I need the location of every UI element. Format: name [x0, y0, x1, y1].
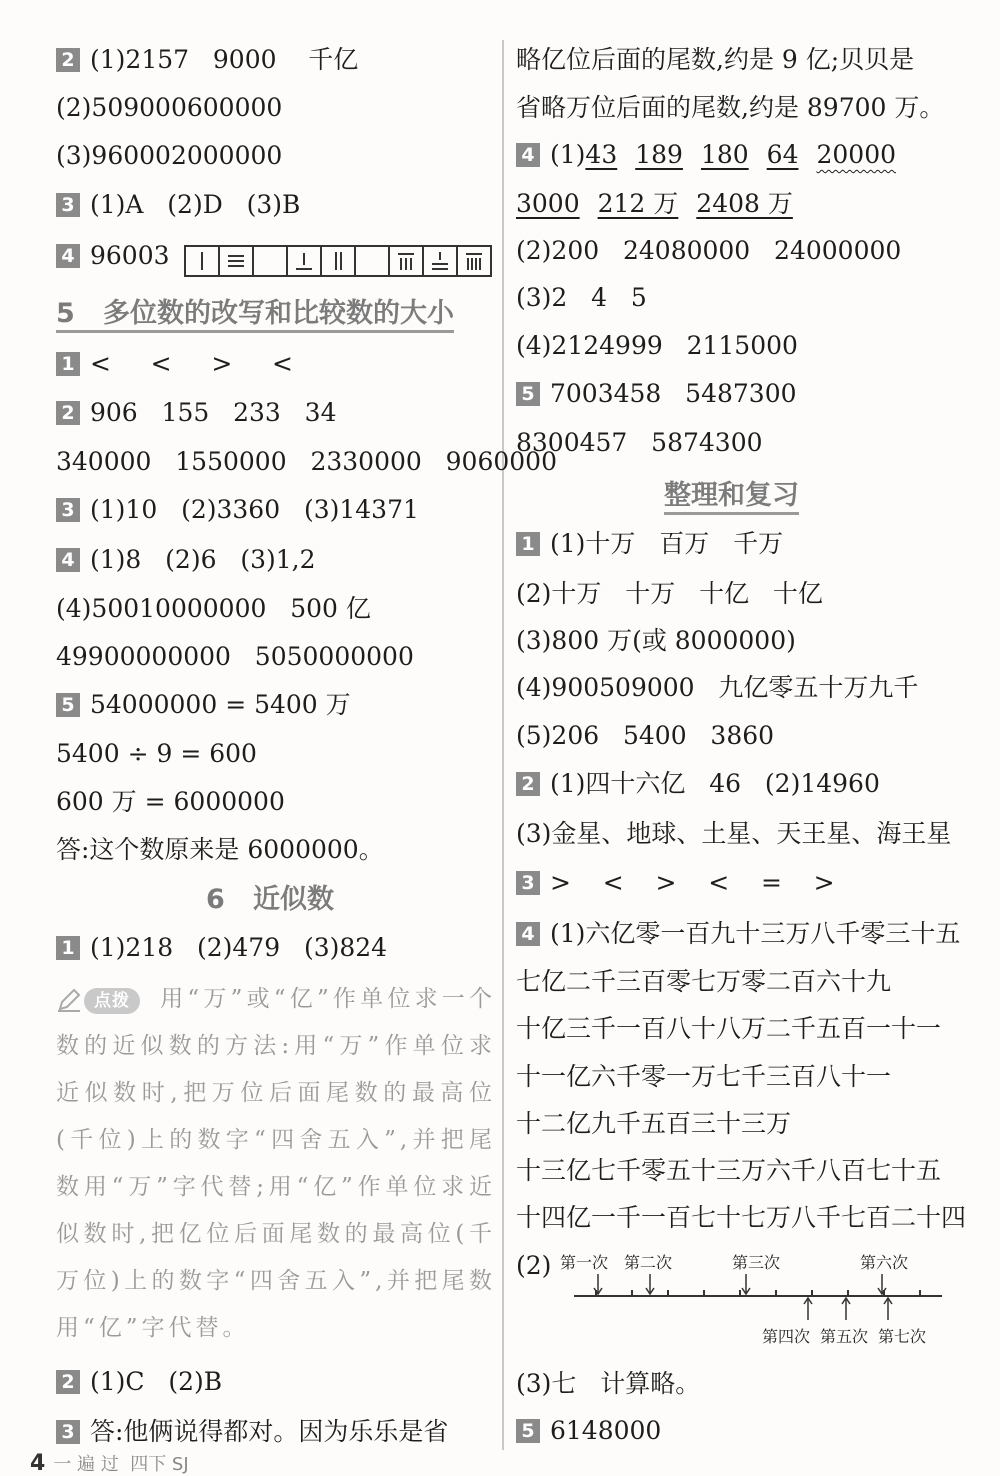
rv-q3: 3 > < > < = > [516, 867, 835, 899]
cont-line2: 省略万位后面的尾数,约是 89700 万。 [516, 93, 945, 122]
cont-line1: 略亿位后面的尾数,约是 9 亿;贝贝是 [516, 45, 915, 74]
prev-q4: 4 96003 [56, 240, 170, 272]
q-number: 3 [56, 193, 80, 217]
pencil-icon [56, 987, 82, 1013]
number-line-diagram [556, 1248, 946, 1348]
r-q4-line5: (4)2124999 2115000 [516, 331, 798, 360]
rod-cell [322, 247, 356, 275]
q-number: 4 [516, 143, 540, 167]
q-number: 2 [56, 401, 80, 425]
q-number: 1 [516, 532, 540, 556]
nl-label-1: 第一次 [560, 1253, 609, 1272]
r-q4-line4: (3)2 4 5 [516, 283, 647, 312]
nl-label-4: 第四次 [762, 1327, 811, 1346]
rv-q1-l3: (3)800 万(或 8000000) [516, 626, 796, 655]
rod-cell [458, 247, 490, 275]
nl-label-2: 第二次 [624, 1253, 673, 1272]
q-number: 3 [56, 498, 80, 522]
q-number: 4 [516, 922, 540, 946]
prev-q2-line2: (2)509000600000 [56, 93, 283, 122]
rv-q1-l1: 1 (1)十万 百万 千万 [516, 528, 783, 560]
rod-cell [186, 247, 220, 275]
q-number: 2 [516, 772, 540, 796]
q-number: 2 [56, 1370, 80, 1394]
s5-q2-line2: 340000 1550000 2330000 9060000 [56, 447, 557, 476]
rv-q4-l5: 十二亿九千五百三十三万 [516, 1109, 792, 1138]
rv-q5: 5 6148000 [516, 1415, 661, 1447]
rv-q4-l4: 十一亿六千零一万七千三百八十一 [516, 1062, 892, 1091]
prev-q2-line1: 2 (1)2157 9000 千亿 [56, 44, 358, 76]
section-6-title: 6 近似数 [206, 884, 334, 915]
rv-q1-l2: (2)十万 十万 十亿 十亿 [516, 579, 823, 608]
page-footer [30, 1450, 189, 1476]
rod-cell [424, 247, 458, 275]
bottom-markers [804, 1298, 892, 1320]
s5-q4-line1: 4 (1)8 (2)6 (3)1,2 [56, 544, 316, 576]
q-number: 4 [56, 548, 80, 572]
s6-q3: 3 答:他俩说得都对。因为乐乐是省 [56, 1416, 448, 1448]
rv-q4-l8-prefix: (2) [516, 1251, 552, 1280]
rv-q1-l4: (4)900509000 九亿零五十万九千 [516, 673, 919, 702]
prev-q2-line3: (3)960002000000 [56, 141, 283, 170]
rv-q4-l6: 十三亿七千零五十三万六千八百七十五 [516, 1156, 942, 1185]
q-number: 3 [56, 1420, 80, 1444]
rod-cell [254, 247, 288, 275]
rv-q4-l3: 十亿三千一百八十八万二千五百一十一 [516, 1014, 942, 1043]
nl-label-5: 第五次 [820, 1327, 869, 1346]
r-q4-line3: (2)200 24080000 24000000 [516, 236, 902, 265]
nl-label-7: 第七次 [878, 1327, 927, 1346]
s5-q3: 3 (1)10 (2)3360 (3)14371 [56, 494, 419, 526]
s5-q5-line1: 5 54000000 = 5400 万 [56, 689, 351, 721]
rv-q4-l1: 4 (1)六亿零一百九十三万八千零三十五 [516, 918, 960, 950]
rod-cell [356, 247, 390, 275]
r-q4-line1: 4 (1)43 189 180 64 20000 [516, 139, 896, 171]
hint-text: 用“万”或“亿”作单位求一个数的近似数的方法:用“万”作单位求近似数时,把万位后面尾数的最高位(千位)上的数字“四舍五入”,并把尾数用“万”字代替;用“亿”作单位求近似数时,把亿位后面尾数的最高位(千万位)上的数字“四舍五入”,并把尾数用“亿”字代替。 [56, 986, 496, 1341]
rv-q2-l2: (3)金星、地球、土星、天王星、海王星 [516, 819, 952, 848]
r-q5-line1: 5 7003458 5487300 [516, 378, 797, 410]
rod-cell [288, 247, 322, 275]
s5-q4-line2: (4)50010000000 500 亿 [56, 594, 371, 623]
counting-rods-diagram [184, 245, 492, 277]
review-title: 整理和复习 [664, 478, 799, 514]
rv-q4-l2: 七亿二千三百零七万零二百六十九 [516, 967, 892, 996]
s5-q2-line1: 2 906 155 233 34 [56, 397, 336, 429]
column-divider [502, 40, 504, 1450]
rv-q2-l1: 2 (1)四十六亿 46 (2)14960 [516, 768, 880, 800]
s5-q4-line3: 49900000000 5050000000 [56, 642, 414, 671]
q-number: 1 [56, 936, 80, 960]
q-number: 5 [516, 1419, 540, 1443]
section-5-title: 5 多位数的改写和比较数的大小 [56, 296, 454, 332]
q-number: 1 [56, 352, 80, 376]
rv-q4-l9: (3)七 计算略。 [516, 1369, 701, 1398]
rod-cell [220, 247, 254, 275]
rod-cell [390, 247, 424, 275]
r-q5-line2: 8300457 5874300 [516, 428, 763, 457]
nl-label-3: 第三次 [732, 1253, 781, 1272]
prev-q3: 3 (1)A (2)D (3)B [56, 189, 300, 221]
hint-tag: 点拨 [84, 988, 140, 1014]
s5-q1: 1 < < > < [56, 348, 293, 380]
q-number: 5 [516, 382, 540, 406]
q-number: 5 [56, 693, 80, 717]
q-number: 3 [516, 871, 540, 895]
s6-q2: 2 (1)C (2)B [56, 1366, 222, 1398]
q-number: 2 [56, 48, 80, 72]
rv-q1-l5: (5)206 5400 3860 [516, 721, 775, 750]
nl-label-6: 第六次 [860, 1253, 909, 1272]
book-brand: 一 遍 过 四下 SJ [53, 1454, 189, 1475]
q-number: 4 [56, 244, 80, 268]
r-q4-line2: 3000 212 万 2408 万 [516, 189, 793, 218]
s5-q5-line3: 600 万 = 6000000 [56, 787, 285, 816]
hint-box [56, 976, 496, 1352]
s5-q5-line2: 5400 ÷ 9 = 600 [56, 739, 257, 768]
s6-q1: 1 (1)218 (2)479 (3)824 [56, 932, 387, 964]
rv-q4-l7: 十四亿一千一百七十七万八千七百二十四 [516, 1203, 967, 1232]
page-number: 4 [30, 1451, 46, 1476]
s5-q5-answer: 答:这个数原来是 6000000。 [56, 835, 384, 864]
